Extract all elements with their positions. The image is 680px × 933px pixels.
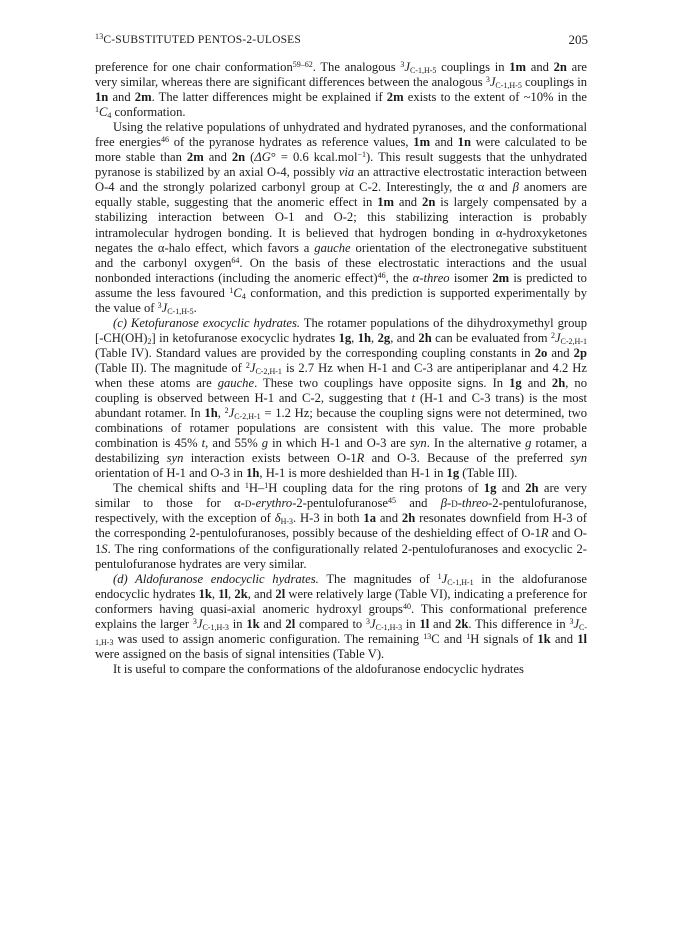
paragraph-2: Using the relative populations of unhydrated and hydrated pyranoses, and the conformational free energies$^{46}$ of the pyranose hydrates as reference values, 1m and 1n were calculated to be more stable than 2m and 2n (ΔG° = 0.6 kcal.mol$^{-1}$). This result suggests that the unhydrated pyranose is stabilized by an axial O-4, possibly via an attractive electrostatic interaction between O-4 and the strongly polarized carbonyl group at C-2. Interestingly, the α and β anomers are equally stable, suggesting that the anomeric effect in 1m and 2n is largely compensated by a stabilizing interaction between O-1 and O-2; this stabilizing interaction is probably intramolecular hydrogen bonding. It is believed that hydrogen bonding in α-hydroxyketones negates the α-halo effect, which favors a gauche orientation of the electronegative substituent and the carbonyl oxygen$^{64}$. On the basis of these electrostatic interactions and the usual nonbonded interactions (including the anomeric effect)$^{46}$, the α-threo isomer 2m is predicted to assume the less favoured $^1C_4$ conformation, and this prediction is supported experimentally by the value of $^3J_{C-1,H-5}$. — [95, 120, 588, 316]
body-text — [95, 60, 587, 677]
paragraph-5: (d) Aldofuranose endocyclic hydrates. The magnitudes of $^1J_{C-1,H-1}$ in the aldofuranose endocyclic hydrates 1k, 1l, 2k, and 2l were relatively large (Table VI), indicating a preference for conformers having quasi-axial anomeric hydroxyl groups$^{40}$. This conformational preference explains the larger $^3J_{C-1,H-3}$ in 1k and 2l compared to $^3J_{C-1,H-3}$ in 1l and 2k. This difference in $^3J_{C-1,H-3}$ was used to assign anomeric configuration. The remaining $^{13}$C and $^1$H signals of 1k and 1l were assigned on the basis of signal intensities (Table V). — [95, 571, 588, 661]
paragraph-1: preference for one chair conformation$^{59-62}$. The analogous $^3J_{C-1,H-5}$ couplings in 1m and 2n are very similar, whereas there are significant differences between the analogous $^3J_{C-1,H-5}$ couplings in 1n and 2m. The latter differences might be explained if 2m exists to the extent of ~10% in the $^1C_4$ conformation. — [95, 60, 587, 121]
paragraph-6: It is useful to compare the conformations of the aldofuranose endocyclic hydrates — [113, 661, 524, 676]
paragraph-4: The chemical shifts and $^1$H–$^1$H coupling data for the ring protons of 1g and 2h are very similar to those for α-d-erythro-2-pentulofuranose$^{45}$ and β-d-threo-2-pentulofuranose, respectively, with the exception of $\delta_{H-3}$. H-3 in both 1a and 2h resonates downfield from H-3 of the corresponding 2-pentulofuranoses, possibly because of the deshielding effect of O-1R and O-1S. The ring conformations of the configurationally related 2-pentulofuranoses and exocyclic 2-pentulofuranose hydrates are very similar. — [95, 481, 587, 571]
page-number: 205 — [568, 32, 588, 47]
paragraph-3: (c) Ketofuranose exocyclic hydrates. The rotamer populations of the dihydroxymethyl group $[-CH(OH)_2]$ in ketofuranose exocyclic hydrates 1g, 1h, 2g, and 2h can be evaluated from $^2J_{C-2,H-1}$ (Table IV). Standard values are provided by the corresponding coupling constants in 2o and 2p (Table II). The magnitude of $^2J_{C-2,H-1}$ is 2.7 Hz when H-1 and C-3 are antiperiplanar and 4.2 Hz when these atoms are gauche. These two couplings have opposite signs. In 1g and 2h, no coupling is observed between H-1 and C-2, suggesting that t (H-1 and C-3 trans) is the most abundant rotamer. In 1h, $^2J_{C-2,H-1} = 1.2$ Hz; because the coupling signs were not determined, two combinations of rotamer populations are consistent with this value. The more probable combination is 45% t, and 55% g in which H-1 and O-3 are syn. In the alternative g rotamer, a destabilizing syn interaction exists between O-1R and O-3. Because of the preferred syn orientation of H-1 and O-3 in 1h, H-1 is more deshielded than H-1 in 1g (Table III). — [95, 315, 588, 481]
running-head: $^{13}$C-SUBSTITUTED PENTOS-2-ULOSES — [95, 32, 301, 46]
